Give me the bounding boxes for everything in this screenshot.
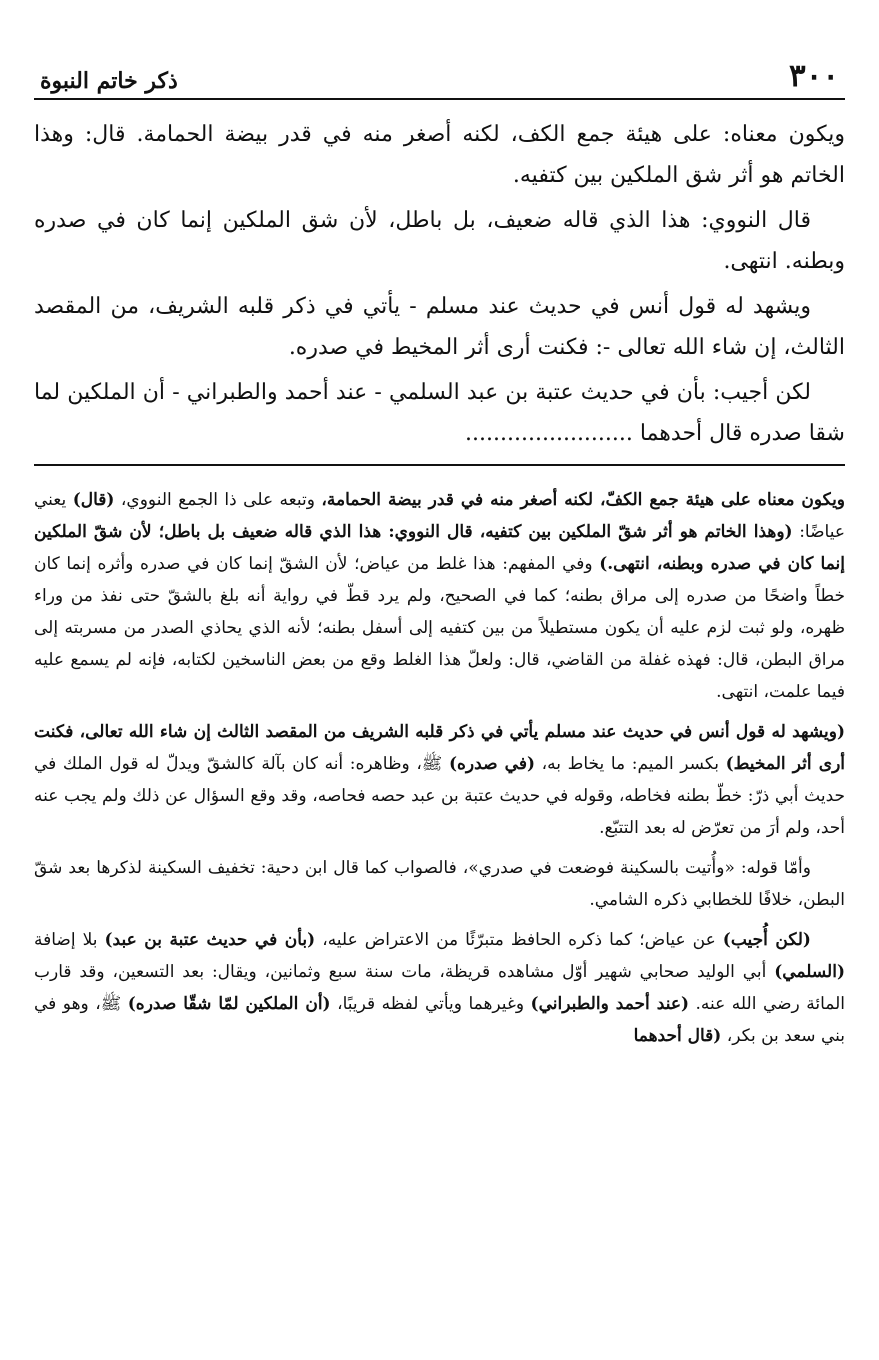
commentary-paragraph — [34, 852, 845, 916]
commentary-text-run: أبي الوليد صحابي شهير أوّل مشاهده قريظة، مات سنة سبع وثمانين، ويقال: بعد التسعين، وقد قارب المائة رضي الله عنه. — [34, 962, 846, 1014]
page-header — [34, 50, 845, 100]
commentary-paragraph — [34, 924, 845, 1052]
commentary-text-run: ﷺ، وهو في بني سعد بن بكر، — [34, 994, 845, 1046]
main-paragraph: ويشهد له قول أنس في حديث عند مسلم - يأتي في ذكر قلبه الشريف، من المقصد الثالث، إن شاء الله تعالى -: فكنت أرى أثر المخيط في صدره. — [34, 294, 845, 360]
running-title: ذكر خاتم النبوة — [40, 68, 178, 94]
section-divider — [34, 464, 845, 466]
commentary-paragraph — [34, 716, 845, 844]
quoted-text: (قال) — [72, 490, 115, 510]
commentary-text-run: وغيرهما ويأتي لفظه قريبًا، — [330, 994, 531, 1014]
quoted-text: (ويشهد له قول أنس في حديث عند مسلم يأتي في ذكر قلبه الشريف من المقصد الثالث إن شاء الله تعالى، فكنت أرى أثر المخيط) — [34, 722, 845, 774]
quoted-text: (عند أحمد والطبراني) — [530, 994, 690, 1014]
quoted-text: (لكن أُجيب) — [722, 930, 811, 950]
main-text — [34, 114, 845, 454]
commentary-text-run: عن عياض؛ كما ذكره الحافظ متبرّئًا من الاعتراض عليه، — [315, 930, 723, 950]
main-paragraph: قال النووي: هذا الذي قاله ضعيف، بل باطل، لأن شق الملكين إنما كان في صدره وبطنه. انتهى. — [34, 208, 845, 274]
quoted-text: (قال أحدهما — [633, 1026, 722, 1046]
main-paragraph: ويكون معناه: على هيئة جمع الكف، لكنه أصغر منه في قدر بيضة الحمامة. قال: وهذا الخاتم هو أثر شق الملكين بين كتفيه. — [34, 122, 845, 188]
commentary-text-run: وفي المفهم: هذا غلط من عياض؛ لأن الشقّ إنما كان في صدره وأثره إنما كان خطاً واضحًا من صدره إلى مراق بطنه؛ كما في الصحيح، ولم يرد قطّ في رواية أنه بلغ بالشقّ حتى نفذ من وراء ظهره، ولو ثبت لزم عليه أن يكون مستطيلاً من بين كتفيه إلى أسفل بطنه؛ لأنه الذي يحاذي الصدر من مسربته إلى مراق البطن، قال: فهذه غفلة من القاضي، قال: ولعلّ هذا الغلط وقع من بعض الناسخين لكتابه، فإنه لم يسمع عليه فيما علمت، انتهى. — [34, 554, 846, 702]
commentary-text — [34, 484, 845, 1052]
quoted-text: (السلمي) — [774, 962, 845, 982]
commentary-paragraph — [34, 484, 845, 708]
quoted-text: (في صدره) — [448, 754, 535, 774]
quoted-text: (بأن في حديث عتبة بن عبد) — [104, 930, 316, 950]
commentary-text-run: بكسر الميم: ما يخاط به، — [535, 754, 726, 774]
quoted-text: (وهذا الخاتم هو أثر شقّ الملكين بين كتفيه، قال النووي: هذا الذي قاله ضعيف بل باطل؛ لأن شقّ الملكين إنما كان في صدره وبطنه، انتهى.) — [34, 522, 845, 574]
commentary-text-run: ﷺ، وظاهره: أنه كان بآلة كالشقّ ويدلّ له قول الملك في حديث أبي ذرّ: خطّ بطنه فخاطه، وقوله في حديث عتبة بن عبد حصه فحاصه، وقد وقع السؤال عن ذلك ولم يجب عنه أحد، ولم أرَ من تعرّض له بعد التتبّع. — [34, 754, 845, 838]
commentary-text-run: وتبعه على ذا الجمع النووي، — [114, 490, 322, 510]
commentary-text-run: وأمّا قوله: «وأُتيت بالسكينة فوضعت في صدري»، فالصواب كما قال ابن دحية: تخفيف السكينة لذكرها بعد شقّ البطن، خلافًا للخطابي ذكره الشامي. — [34, 858, 845, 910]
main-paragraph: لكن أجيب: بأن في حديث عتبة بن عبد السلمي - عند أحمد والطبراني - أن الملكين لما شقا صدره قال أحدهما ........................ — [34, 380, 845, 446]
quoted-text: ويكون معناه على هيئة جمع الكفّ، لكنه أصغر منه في قدر بيضة الحمامة، — [321, 490, 846, 510]
quoted-text: (أن الملكين لمّا شقّا صدره) — [127, 994, 331, 1014]
page-number: ٣٠٠ — [789, 58, 839, 94]
commentary-text-run: بلا إضافة — [34, 930, 105, 950]
commentary-text-run: يعني عياضًا: — [34, 490, 845, 542]
